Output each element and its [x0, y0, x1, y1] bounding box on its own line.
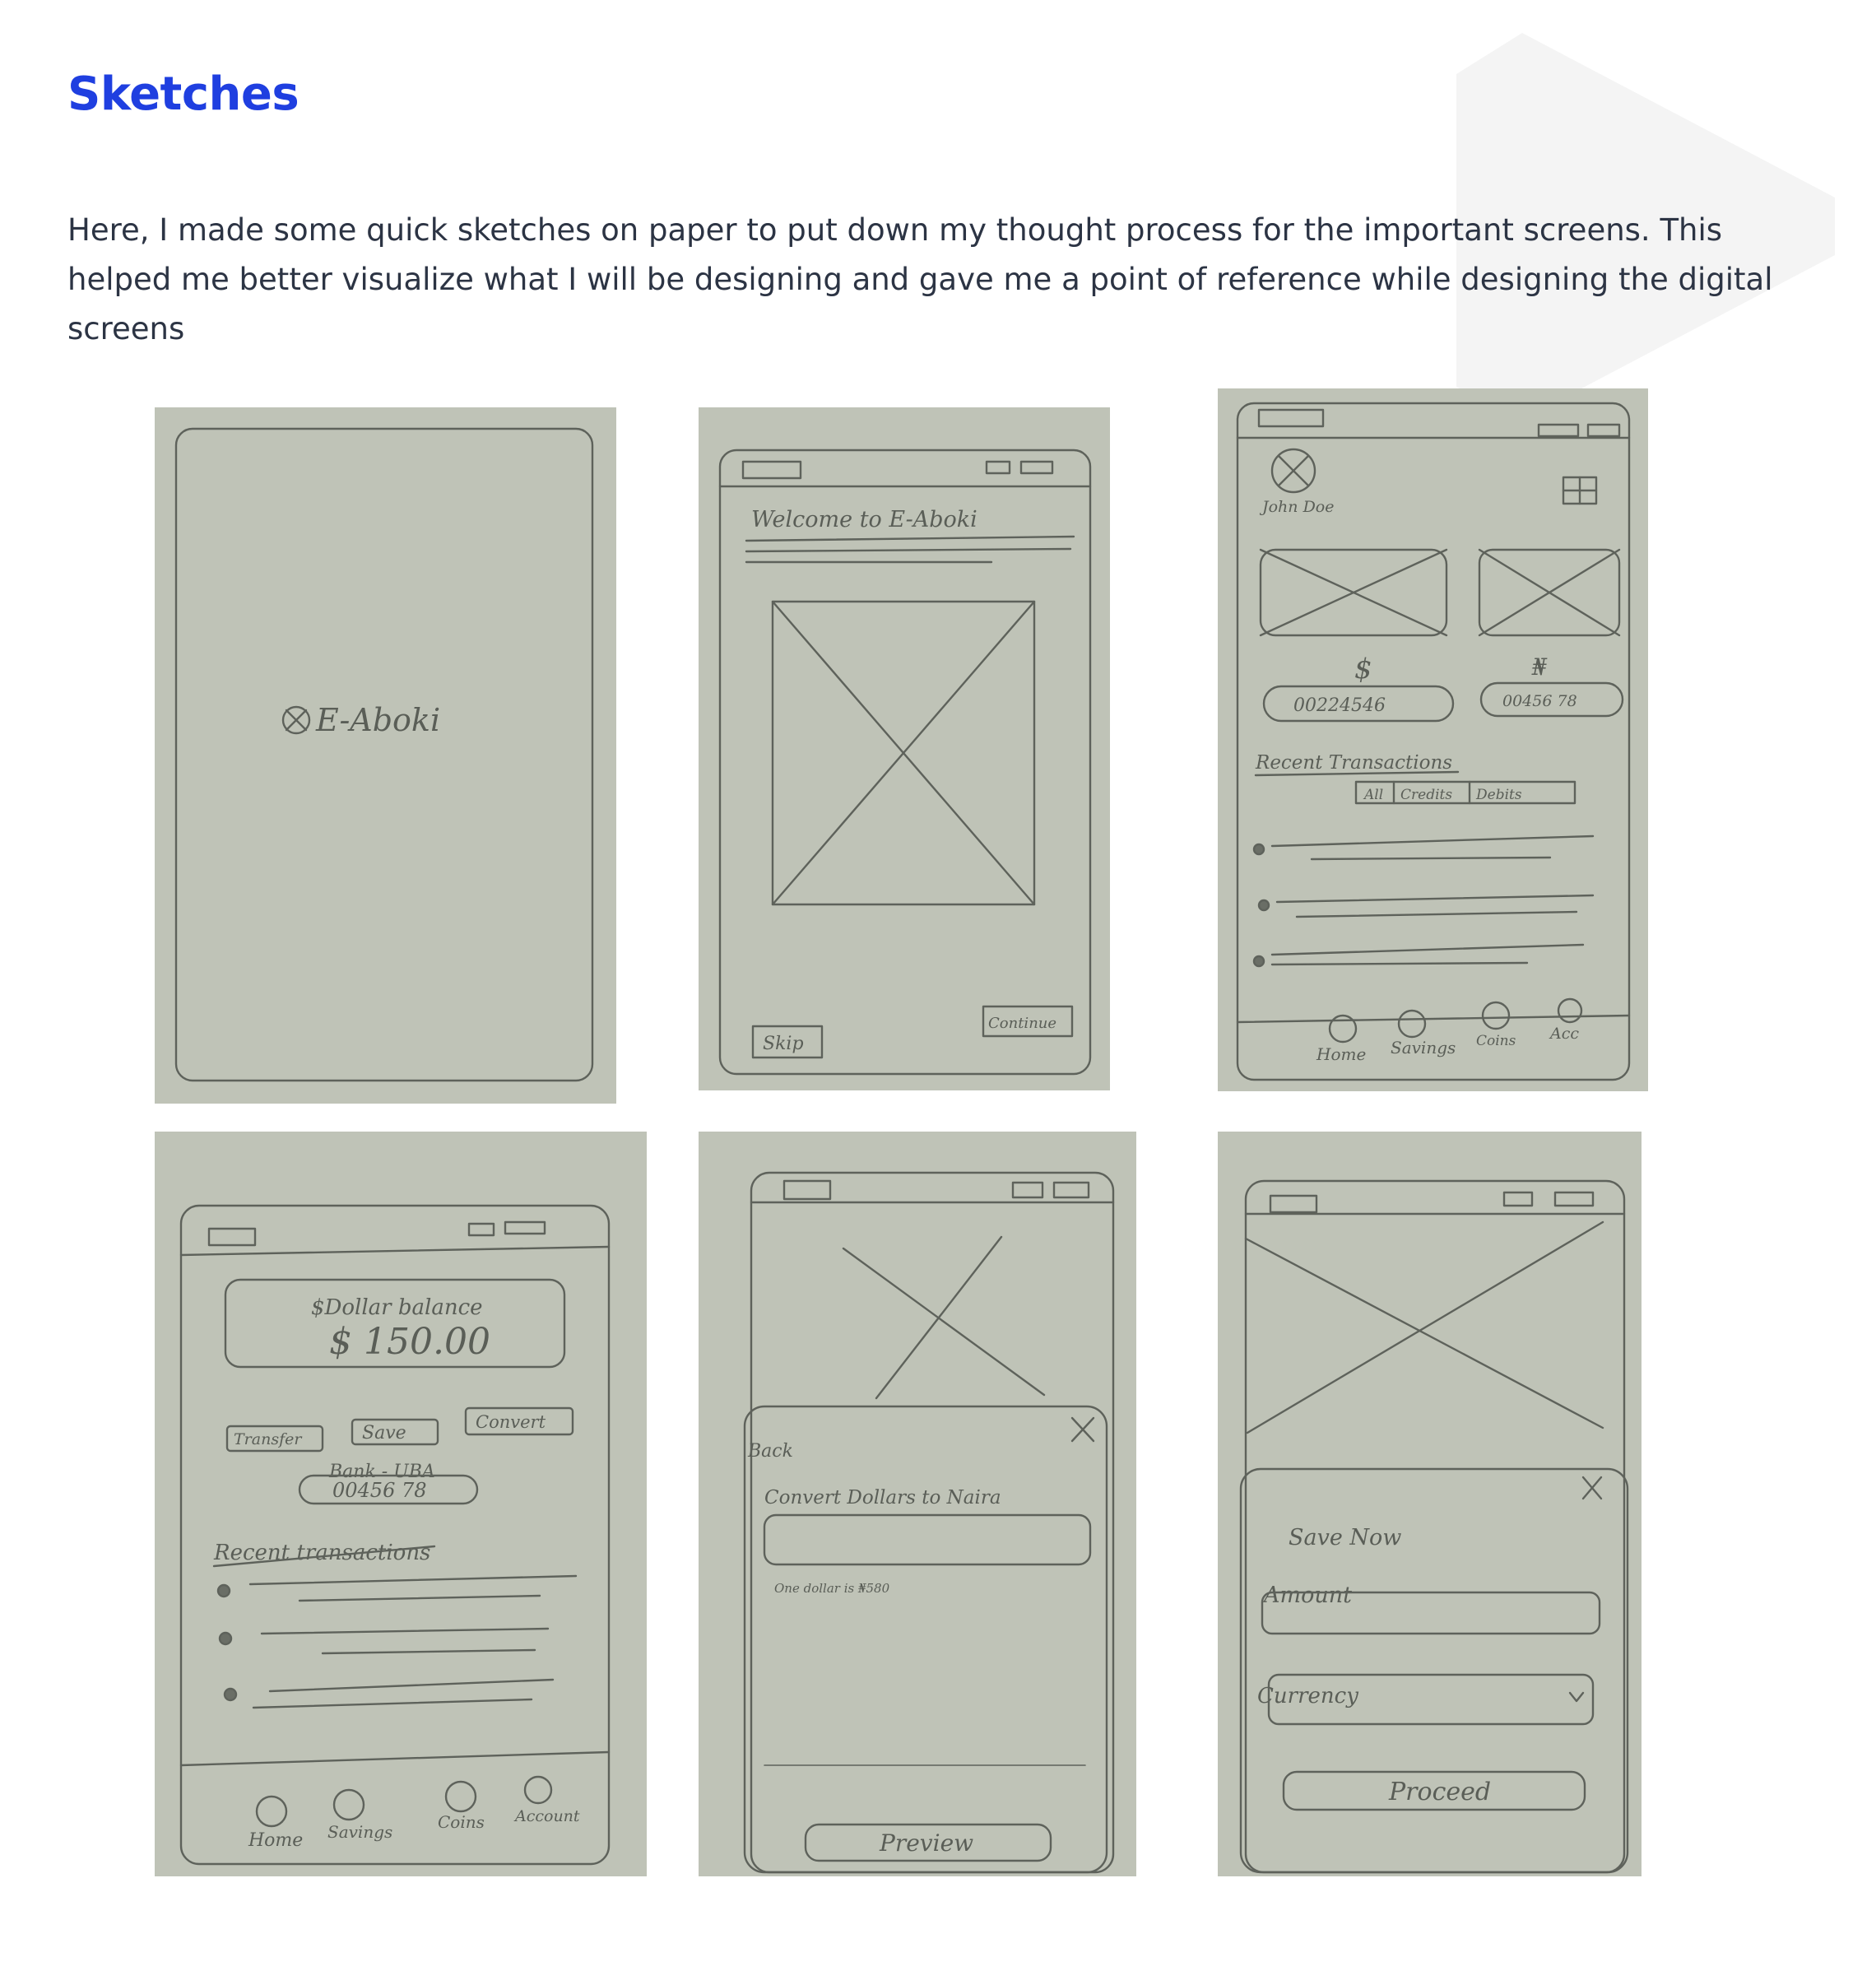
sketch-stroke: [505, 1222, 545, 1234]
sketch-label: Currency: [1257, 1684, 1358, 1708]
welcome-text: Welcome to E-Aboki: [751, 507, 977, 532]
account-nav-icon: [525, 1777, 551, 1803]
sketch-stroke: [1254, 956, 1264, 966]
sketch-label: Bank - UBA: [329, 1462, 435, 1482]
sketch-label: Amount: [1264, 1583, 1352, 1608]
save-heading: Save Now: [1289, 1525, 1402, 1550]
account-nav-icon: [1558, 999, 1581, 1022]
sketch-splash-screen: [155, 407, 616, 1104]
sketch-dashboard-screen: [1218, 388, 1648, 1091]
sketch-stroke: [1254, 844, 1264, 854]
sketch-stroke: [181, 1247, 609, 1255]
sketch-convert-screen: [699, 1132, 1136, 1876]
recent-transactions-heading: Recent transactions: [214, 1541, 431, 1565]
sketch-label: Debits: [1476, 787, 1522, 803]
sketch-stroke: [218, 1585, 230, 1597]
chevron-down-icon: [1570, 1693, 1583, 1701]
sketch-stroke: [1013, 1183, 1042, 1197]
sketch-stroke: [1259, 410, 1323, 426]
sketch-label: Transfer: [234, 1430, 302, 1448]
sketch-label: Acc: [1550, 1025, 1580, 1043]
filter-tabs: [1356, 782, 1575, 803]
image-placeholder: [1246, 1239, 1603, 1428]
bottom-sheet: [745, 1406, 1107, 1872]
sketch-dollar-wallet-screen: [155, 1132, 647, 1876]
coins-nav-icon: [446, 1782, 476, 1811]
sketch-stroke: [300, 1596, 540, 1601]
sketch-stroke: [220, 1633, 231, 1644]
status-bar-block: [743, 462, 801, 478]
sketch-label: Coins: [438, 1812, 485, 1832]
rate-note: One dollar is ₦580: [774, 1581, 890, 1596]
sketch-label: Save: [362, 1423, 406, 1443]
balance-value: $ 150.00: [329, 1321, 490, 1363]
sketch-stroke: [1555, 1192, 1593, 1206]
image-placeholder: [843, 1248, 1044, 1395]
sketch-stroke: [876, 1237, 1001, 1398]
savings-nav-icon: [334, 1790, 364, 1820]
sketch-label: 00456 78: [332, 1479, 427, 1502]
back-link: Back: [748, 1441, 793, 1462]
page-title: Sketches: [67, 67, 300, 121]
sketch-save-screen: [1218, 1132, 1642, 1876]
sketch-stroke: [469, 1224, 494, 1235]
sketch-label: Proceed: [1389, 1778, 1492, 1806]
intro-paragraph: Here, I made some quick sketches on paper to put down my thought process for the important screens. This helped me better visualize what I will be designing and gave me a point of reference while designing the digital screens: [67, 212, 1773, 346]
sketch-stroke: [746, 537, 1074, 541]
sketch-stroke: [181, 1752, 609, 1765]
sketch-label: Savings: [1391, 1038, 1456, 1058]
sketch-stroke: [262, 1629, 548, 1634]
coins-nav-icon: [1483, 1002, 1509, 1029]
sketch-stroke: [987, 462, 1010, 473]
sketch-stroke: [1021, 462, 1052, 473]
sketch-label: Home: [248, 1830, 304, 1851]
sketch-stroke: [1272, 836, 1593, 846]
phone-frame: [176, 429, 592, 1081]
sketch-label: Home: [1316, 1044, 1367, 1064]
sketch-label: $Dollar balance: [311, 1295, 483, 1320]
sketch-stroke: [323, 1650, 535, 1653]
sketch-label: Account: [515, 1807, 580, 1825]
sketch-stroke: [250, 1576, 576, 1584]
sketch-stroke: [225, 1689, 236, 1700]
sketch-label: Continue: [988, 1015, 1057, 1032]
convert-heading: Convert Dollars to Naira: [764, 1487, 1001, 1508]
sketch-label: Convert: [476, 1412, 546, 1432]
user-name: John Doe: [1262, 498, 1335, 516]
sketch-stroke: [1054, 1183, 1089, 1197]
sketch-stroke: [1270, 1196, 1316, 1212]
sketch-label: 00456 78: [1502, 692, 1577, 710]
amount-input: [764, 1515, 1090, 1564]
logo-text: E-Aboki: [316, 702, 441, 738]
sketch-label: Credits: [1400, 787, 1453, 803]
sketch-stroke: [253, 1699, 532, 1708]
sketch-stroke: [746, 549, 1070, 551]
sketch-label: Savings: [327, 1822, 393, 1842]
home-nav-icon: [257, 1797, 286, 1826]
sketch-label: 00224546: [1293, 695, 1386, 716]
sketch-label: Preview: [880, 1829, 974, 1857]
sketch-stroke: [1504, 1192, 1532, 1206]
sketch-label: All: [1364, 787, 1384, 803]
recent-transactions-heading: Recent Transactions: [1256, 752, 1453, 774]
sketch-label: $: [1354, 653, 1372, 686]
sketch-stroke: [1272, 945, 1583, 955]
sketch-stroke: [784, 1181, 830, 1199]
sketch-stroke: [1539, 425, 1578, 436]
sketch-stroke: [209, 1229, 255, 1245]
sketch-stroke: [270, 1680, 553, 1691]
sketch-stroke: [1272, 963, 1527, 965]
sketch-welcome-screen: [699, 407, 1110, 1090]
sketch-stroke: [1312, 858, 1550, 859]
sketch-stroke: [1297, 912, 1576, 917]
sketch-label: ₦: [1532, 653, 1547, 681]
sketch-label: Coins: [1476, 1033, 1516, 1049]
sketch-stroke: [1277, 895, 1593, 902]
sketch-label: Skip: [763, 1034, 804, 1054]
phone-frame: [751, 1173, 1113, 1872]
sketch-stroke: [1259, 900, 1269, 910]
sketch-stroke: [1588, 425, 1619, 436]
sketch-stroke: [1247, 1222, 1603, 1433]
savings-nav-icon: [1399, 1011, 1425, 1037]
